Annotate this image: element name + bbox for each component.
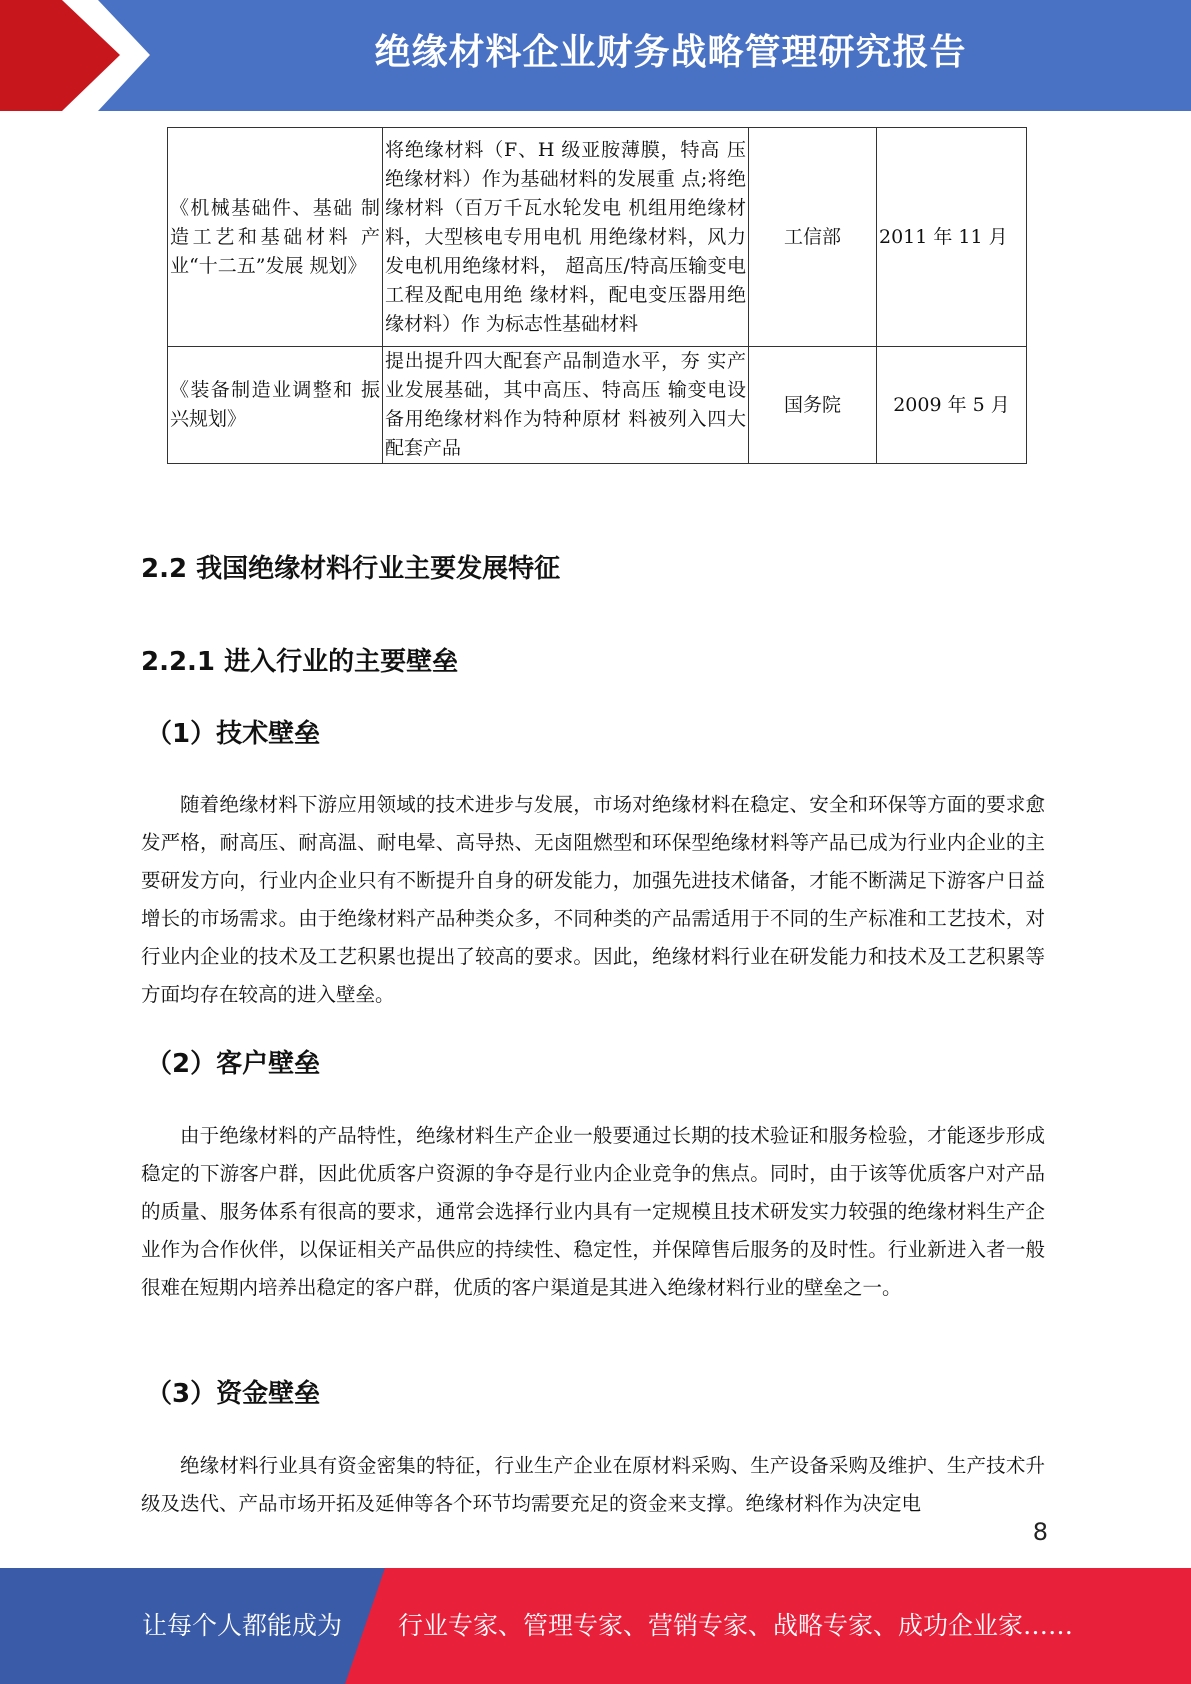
- policy-content-cell: 将绝缘材料（F、H 级亚胺薄膜，特高 压绝缘材料）作为基础材料的发展重 点;将绝缘材料（百万千瓦水轮发电 机组用绝缘材料，大型核电专用电机 用绝缘材料，风力发电机用绝缘材料， 超高压/特高压输变电工程及配电用绝 缘材料，配电变压器用绝缘材料）作 为标志性基础材料: [383, 128, 749, 347]
- table-row: [168, 128, 1027, 347]
- header-bar: [0, 0, 1191, 111]
- subsection-heading: 2.2.1 进入行业的主要壁垒: [141, 647, 459, 677]
- footer-banner: [0, 1568, 1191, 1684]
- paragraph-technology: 随着绝缘材料下游应用领域的技术进步与发展，市场对绝缘材料在稳定、安全和环保等方面的要求愈发严格，耐高压、耐高温、耐电晕、高导热、无卤阻燃型和环保型绝缘材料等产品已成为行业内企业的主要研发方向，行业内企业只有不断提升自身的研发能力，加强先进技术储备，才能不断满足下游客户日益增长的市场需求。由于绝缘材料产品种类众多，不同种类的产品需适用于不同的生产标准和工艺技术，对行业内企业的技术及工艺积累也提出了较高的要求。因此，绝缘材料行业在研发能力和技术及工艺积累等方面均存在较高的进入壁垒。: [141, 793, 1045, 1006]
- policy-dept-cell: 国务院: [749, 347, 877, 464]
- section-heading: 2.2 我国绝缘材料行业主要发展特征: [141, 554, 561, 584]
- item-heading-capital: （3）资金壁垒: [146, 1379, 321, 1409]
- page-number: 8: [1032, 1518, 1048, 1546]
- table-row: [168, 347, 1027, 464]
- policy-date-cell: 2009 年 5 月: [877, 347, 1027, 464]
- item-heading-customer: （2）客户壁垒: [146, 1049, 321, 1079]
- policy-dept-cell: 工信部: [749, 128, 877, 347]
- paragraph-customer: 由于绝缘材料的产品特性，绝缘材料生产企业一般要通过长期的技术验证和服务检验，才能逐步形成稳定的下游客户群，因此优质客户资源的争夺是行业内企业竞争的焦点。同时，由于该等优质客户对产品的质量、服务体系有很高的要求，通常会选择行业内具有一定规模且技术研发实力较强的绝缘材料生产企业作为合作伙伴，以保证相关产品供应的持续性、稳定性，并保障售后服务的及时性。行业新进入者一般很难在短期内培养出稳定的客户群，优质的客户渠道是其进入绝缘材料行业的壁垒之一。: [141, 1124, 1045, 1299]
- header-chevron-shape: [0, 0, 160, 111]
- item-heading-technology: （1）技术壁垒: [146, 719, 321, 749]
- policy-name-cell: 《装备制造业调整和 振兴规划》: [168, 347, 383, 464]
- paragraph-capital: 绝缘材料行业具有资金密集的特征，行业生产企业在原材料采购、生产设备采购及维护、生产技术升级及迭代、产品市场开拓及延伸等各个环节均需要充足的资金来支撑。绝缘材料作为决定电: [141, 1454, 1045, 1515]
- footer-slogan-right: 行业专家、管理专家、营销专家、战略专家、成功企业家……: [398, 1611, 1074, 1640]
- policy-date-cell: 2011 年 11 月: [877, 128, 1027, 347]
- policy-content-cell: 提出提升四大配套产品制造水平，夯 实产业发展基础，其中高压、特高压 输变电设备用绝缘材料作为特种原材 料被列入四大配套产品: [383, 347, 749, 464]
- footer-slogan-left: 让每个人都能成为: [142, 1611, 343, 1640]
- policy-name-cell: 《机械基础件、基础 制造工艺和基础材料 产业“十二五”发展 规划》: [168, 128, 383, 347]
- document-title: 绝缘材料企业财务战略管理研究报告: [374, 32, 967, 73]
- policy-table: [167, 127, 1027, 464]
